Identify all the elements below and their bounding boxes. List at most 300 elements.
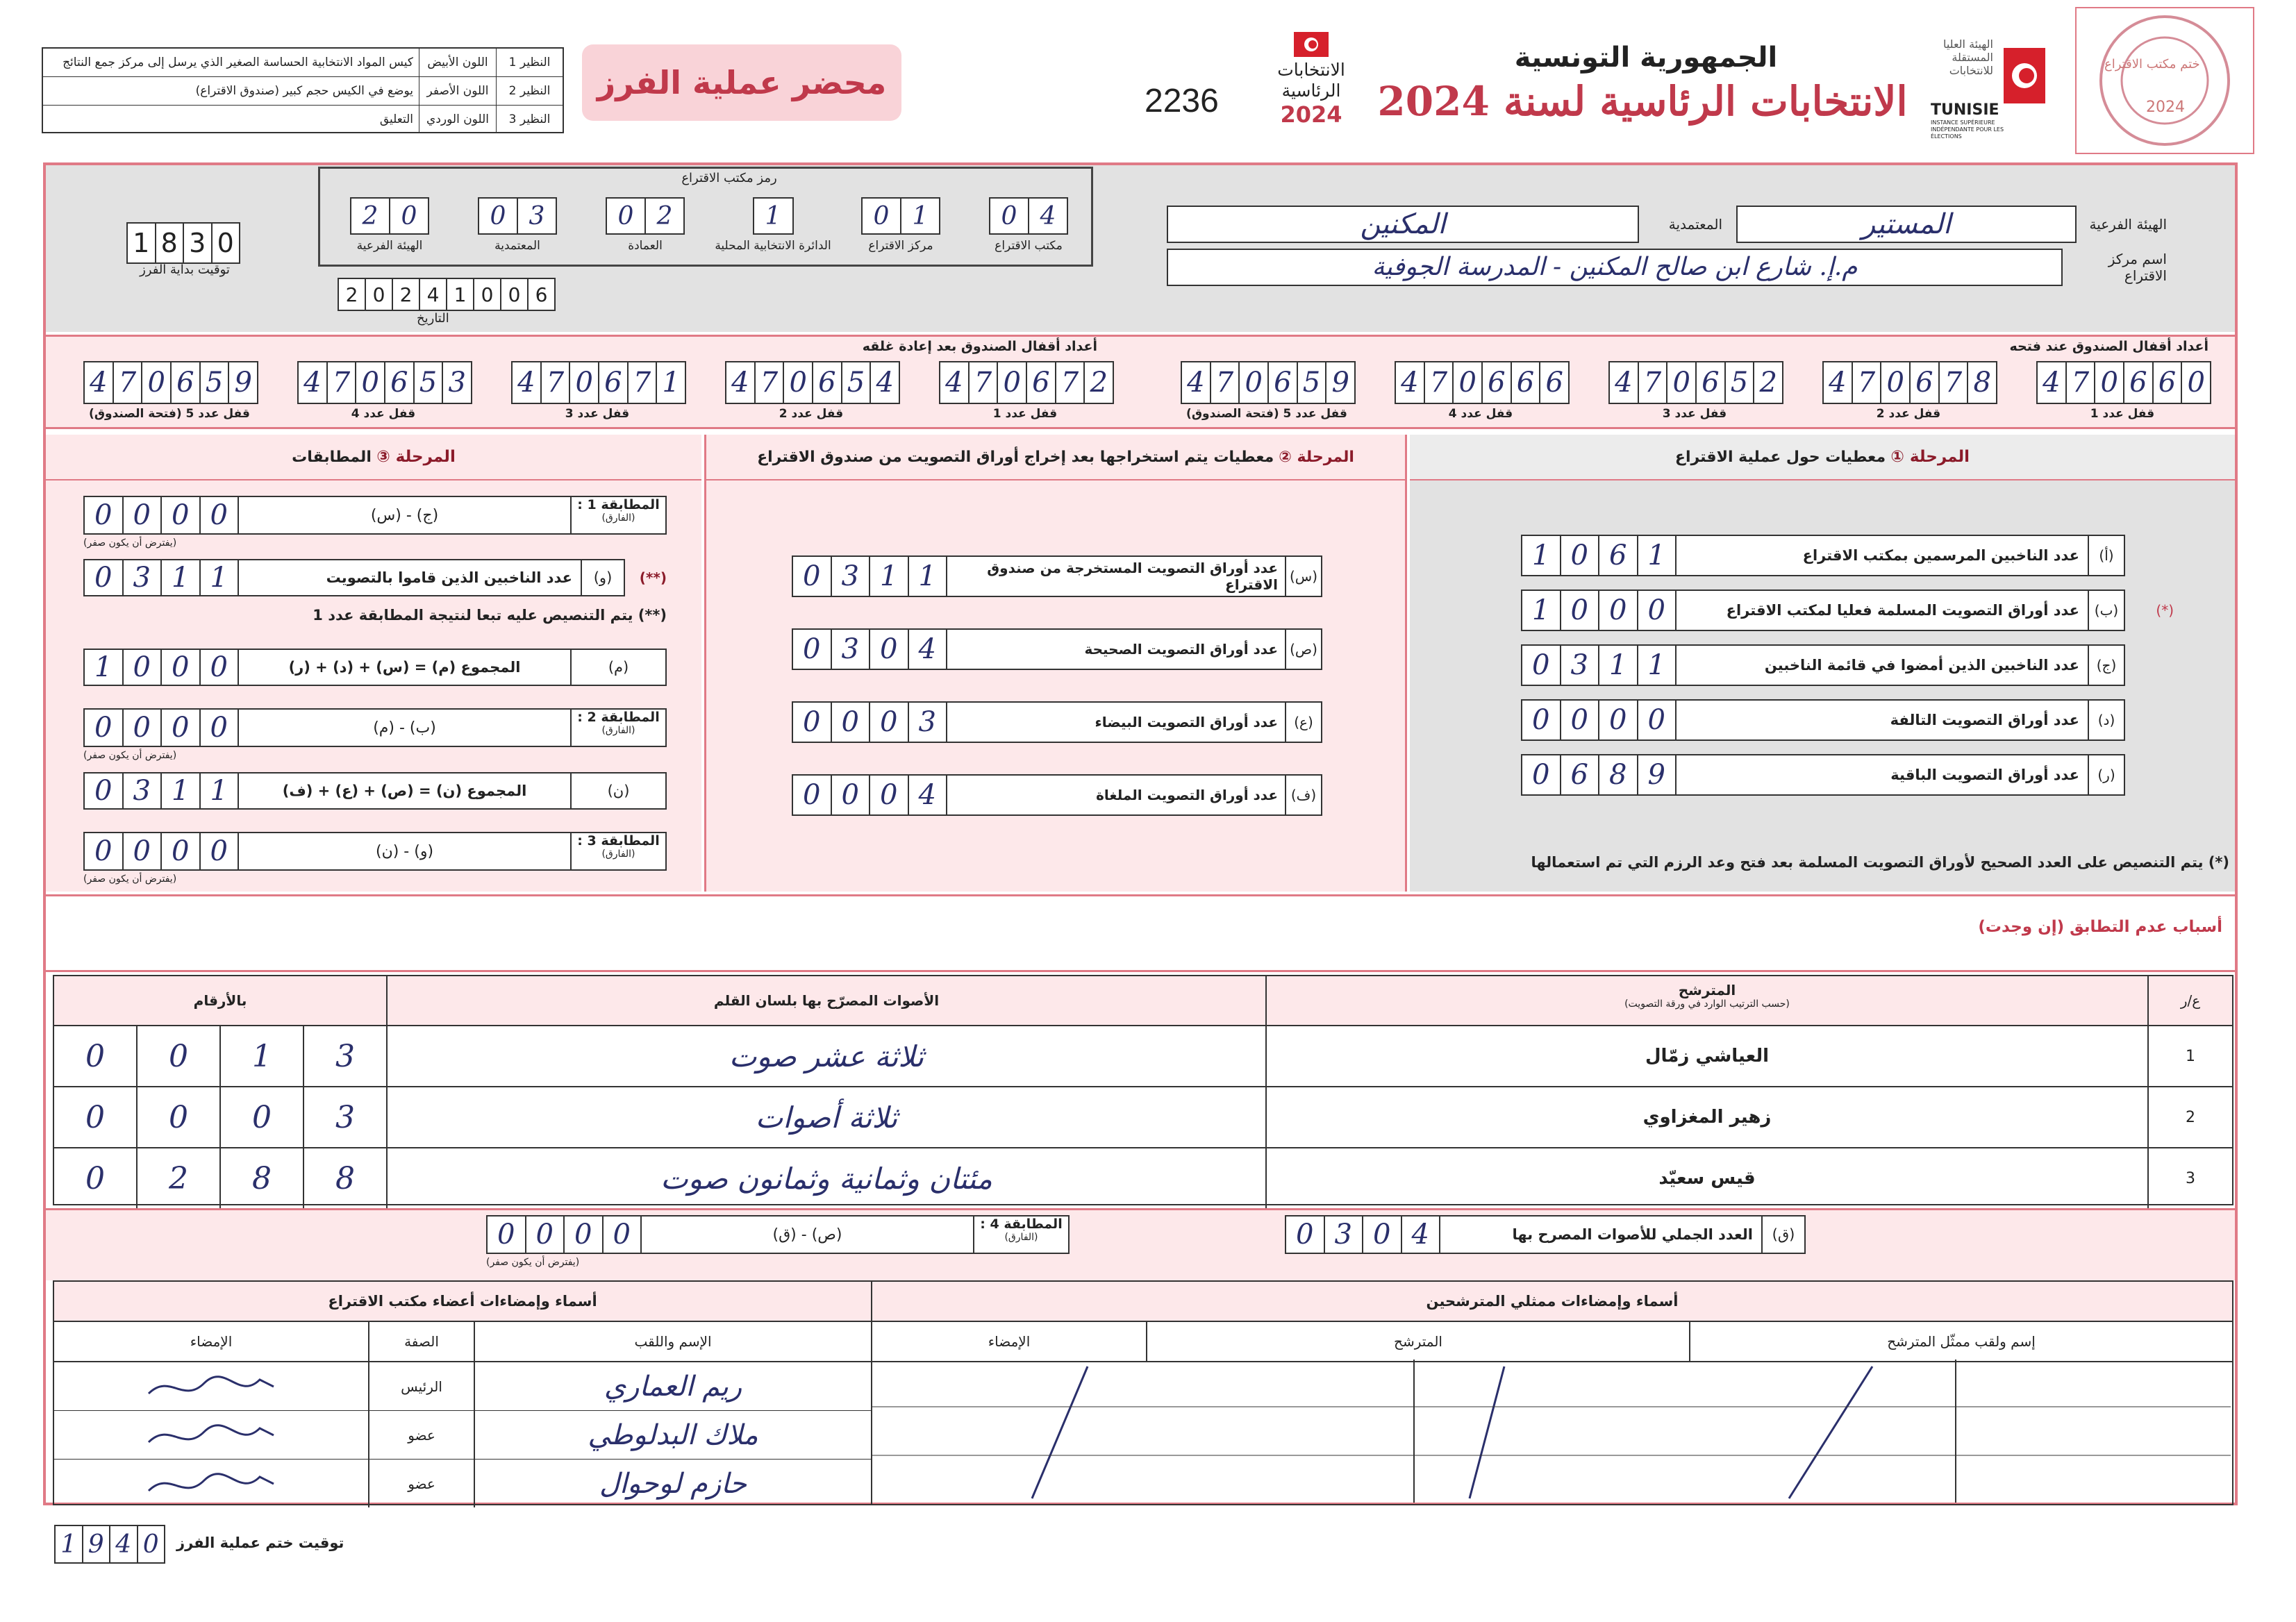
- digit-cell: 0: [221, 1087, 304, 1147]
- election-title: الانتخابات الرئاسية لسنة 2024: [1377, 78, 1908, 125]
- digit-cell: 1: [56, 1526, 83, 1562]
- digit-cell: 0: [832, 776, 871, 814]
- digit-cell: 0: [85, 497, 124, 533]
- digit-cell: 7: [542, 362, 571, 403]
- stage2-row: [792, 774, 1322, 816]
- lock-field: [2036, 361, 2208, 424]
- digit-cell: 9: [234, 367, 252, 399]
- digit-cell: 6: [1561, 755, 1600, 794]
- member-name[interactable]: حازم لوحوال: [474, 1460, 871, 1507]
- digit-field[interactable]: [350, 197, 429, 235]
- digit-cell: 6: [1911, 362, 1940, 403]
- digit-cell: 9: [83, 1526, 111, 1562]
- results-row: [54, 1148, 2232, 1208]
- date-box: [338, 278, 553, 308]
- office-code-field-label: مركز الاقتراع: [868, 239, 933, 253]
- digit-cell: 3: [124, 774, 163, 808]
- reps-crossed-lines: [872, 1360, 2231, 1503]
- match2-value[interactable]: [85, 710, 239, 746]
- office-code-field-label: المعتمدية: [494, 239, 540, 253]
- digit-cell: 0: [570, 362, 599, 403]
- legend-desc: كيس المواد الانتخابية الحساسة الصغير الذي يرسل إلى مركز جمع النتائج: [63, 56, 413, 69]
- digit-cell: 3: [184, 224, 213, 262]
- digit-cell: 7: [629, 362, 658, 403]
- reps-col-signature: الإمضاء: [988, 1333, 1031, 1350]
- digit-cell: 0: [501, 279, 529, 310]
- stage1-row-label: عدد أوراق التصويت المسلمة فعليا لمكتب الاقتراع: [1726, 602, 2079, 619]
- digit-cell: 2: [339, 279, 366, 310]
- stamp: [2075, 7, 2254, 154]
- match1-value[interactable]: [85, 497, 239, 533]
- match3-formula: (و) - (ن): [375, 842, 434, 860]
- digit-cell: 5: [842, 362, 872, 403]
- stage1-row-value[interactable]: [1522, 701, 1677, 739]
- sub-authority-value[interactable]: المستير: [1736, 206, 2077, 243]
- digit-cell: 0: [1240, 362, 1269, 403]
- stage1-row-label: عدد الناخبين الذين أمضوا في قائمة الناخبين: [1764, 657, 2079, 674]
- digit-cell: 0: [1561, 591, 1600, 630]
- m-code: (م): [570, 650, 665, 685]
- stage1-row-code: (ب): [2088, 591, 2124, 630]
- digit-cell: 3: [832, 557, 871, 596]
- digit-cell: 6: [385, 362, 415, 403]
- end-time-digits[interactable]: [54, 1525, 165, 1564]
- w-stars: (**): [639, 569, 667, 586]
- lock-field: [725, 361, 897, 424]
- member-signature[interactable]: [54, 1460, 368, 1507]
- signature-scribble-icon: [142, 1366, 281, 1407]
- digit-cell: 0: [210, 712, 228, 744]
- office-code-field: [970, 197, 1088, 261]
- digit-cell: 0: [162, 497, 201, 533]
- stage2-header: [704, 435, 1407, 480]
- digit-cell: 8: [221, 1148, 304, 1208]
- lock-field: [1395, 361, 1567, 424]
- stage2-rows: [792, 555, 1320, 833]
- digit-cell: 5: [201, 362, 230, 403]
- m-formula: المجموع (م) = (س) + (د) + (ر): [288, 659, 521, 676]
- col-num: ع/ر: [2147, 976, 2232, 1025]
- office-code-field: [331, 197, 449, 261]
- col-digits: بالأرقام: [193, 992, 247, 1009]
- match3-label-box: [570, 833, 665, 869]
- digit-cell: 0: [142, 362, 172, 403]
- digit-cell: 7: [1639, 362, 1668, 403]
- digit-cell: 7: [1211, 362, 1240, 403]
- match3-hint: (يفترض أن يكون صفر): [83, 873, 177, 885]
- digit-cell: 8: [1973, 367, 1991, 399]
- results-row-digits[interactable]: [54, 1026, 386, 1086]
- digit-cell: 4: [420, 279, 447, 310]
- digit-cell: 6: [1599, 536, 1638, 575]
- digit-field[interactable]: [511, 361, 686, 404]
- digit-cell: 3: [529, 201, 545, 231]
- digit-cell: 0: [1667, 362, 1697, 403]
- match2-label-box: [570, 710, 665, 746]
- digit-cell: 4: [876, 367, 894, 399]
- stage1-row-code: (د): [2088, 701, 2124, 739]
- digit-cell: 0: [1286, 1216, 1325, 1253]
- match2-formula: (ب) - (م): [373, 719, 436, 737]
- stage3-phase: المرحلة ③: [376, 448, 456, 466]
- match2-label: المطابقة 2 :: [577, 710, 660, 725]
- digit-cell: 0: [356, 362, 385, 403]
- results-row-digits[interactable]: [54, 1148, 386, 1208]
- center-value[interactable]: م.إ. شارع ابن صالح المكنين - المدرسة الجوفية: [1167, 249, 2063, 286]
- digit-cell: 2: [1759, 367, 1777, 399]
- center-field: [1167, 249, 2167, 286]
- n-code: (ن): [570, 774, 665, 808]
- digit-cell: 9: [1331, 367, 1349, 399]
- digit-cell: 3: [832, 630, 871, 669]
- results-row: [54, 1087, 2232, 1148]
- col-candidate: المترشح: [1678, 982, 1736, 998]
- match4-label: المطابقة 4 :: [980, 1216, 1063, 1232]
- form-title-box: [582, 44, 901, 121]
- digit-cell: 3: [1561, 646, 1600, 685]
- member-row: [54, 1460, 871, 1507]
- digit-cell: 4: [1396, 362, 1425, 403]
- member-role: عضو: [368, 1460, 474, 1507]
- digit-cell: 0: [366, 279, 393, 310]
- digit-cell: 1: [765, 201, 781, 231]
- stage1-row-box: [1521, 644, 2125, 686]
- isie-fr: INSTANCE SUPÉRIEURE INDÉPENDANTE POUR LES ÉLECTIONS: [1931, 119, 2004, 140]
- locks-before-row: [1181, 361, 2208, 424]
- stage1-row-box: [1521, 535, 2125, 576]
- stage1-title: معطيات حول عملية الاقتراع: [1674, 448, 1886, 466]
- digit-cell: 0: [793, 776, 832, 814]
- stage2-row-value[interactable]: [793, 776, 947, 814]
- stage2-row-code: (ع): [1285, 703, 1321, 742]
- office-code-field: [458, 197, 576, 261]
- digit-cell: 0: [54, 1087, 138, 1147]
- member-signature[interactable]: [54, 1362, 368, 1410]
- digit-cell: 1: [918, 560, 936, 592]
- w-value[interactable]: [85, 560, 239, 595]
- digit-cell: 7: [1056, 362, 1085, 403]
- reps-cols: [872, 1322, 2232, 1362]
- digit-cell: 1: [912, 201, 929, 231]
- stage2-row-value[interactable]: [793, 703, 947, 742]
- stage1-row-code: (أ): [2088, 536, 2124, 575]
- match1-sub: (الفارق): [601, 512, 635, 524]
- results-row-name: قيس سعيّد: [1265, 1148, 2147, 1208]
- total-row: [1285, 1215, 1806, 1254]
- w-note: (**) يتم التنصيص عليه تبعا لنتيجة المطابقة عدد 1: [313, 607, 667, 624]
- digit-cell: 6: [1269, 362, 1298, 403]
- digit-cell: 9: [1647, 759, 1665, 791]
- digit-cell: 0: [863, 199, 901, 233]
- date-label: التاريخ: [417, 311, 449, 326]
- match1-row: [83, 496, 667, 535]
- isie-abbr: TUNISIE: [1931, 101, 1999, 119]
- results-row-words[interactable]: ثلاثة أصوات: [386, 1087, 1265, 1147]
- lock-label: قفل عدد 1: [992, 407, 1058, 421]
- digit-cell: 1: [85, 650, 124, 685]
- digit-cell: 0: [124, 650, 163, 685]
- election-logo-year: 2024: [1280, 101, 1342, 128]
- stage2-row-value[interactable]: [793, 630, 947, 669]
- doc-number: 2236: [1145, 83, 1219, 119]
- stage1-row-value[interactable]: [1522, 591, 1677, 630]
- member-name[interactable]: ريم العماري: [474, 1362, 871, 1410]
- results-row-name: زهير المغزاوي: [1265, 1087, 2147, 1147]
- digit-cell: 4: [110, 1526, 138, 1562]
- digit-field[interactable]: [939, 361, 1114, 404]
- stage1-row: [1521, 536, 2125, 575]
- stage1-row-box: [1521, 699, 2125, 741]
- digit-cell: 0: [124, 710, 163, 746]
- digit-cell: 2: [393, 279, 420, 310]
- col-candidate-sub: (حسب الترتيب الوارد في ورقة التصويت): [1624, 998, 1790, 1010]
- digit-cell: 4: [918, 633, 936, 665]
- match2-hint: (يفترض أن يكون صفر): [83, 750, 177, 761]
- digit-cell: 8: [1599, 755, 1638, 794]
- lock-field: [297, 361, 469, 424]
- signature-scribble-icon: [142, 1414, 281, 1456]
- isie-emblem-icon: [2000, 44, 2049, 107]
- total-label: العدد الجملي للأصوات المصرح بها: [1512, 1226, 1753, 1243]
- stage1-row-value[interactable]: [1522, 646, 1677, 685]
- results-row-digits[interactable]: [54, 1087, 386, 1147]
- stage1-header: [1410, 435, 2235, 480]
- match1-label-box: [570, 497, 665, 533]
- digit-field[interactable]: [1608, 361, 1783, 404]
- digit-cell: 1: [162, 560, 201, 595]
- results-row-words[interactable]: ثلاثة عشر صوت: [386, 1026, 1265, 1086]
- office-code-field-label: الدائرة الانتخابية المحلية: [715, 239, 831, 253]
- center-label: اسم مركز الاقتراع: [2108, 251, 2167, 284]
- digit-cell: 0: [479, 199, 518, 233]
- digit-cell: 0: [217, 228, 234, 258]
- digit-cell: 0: [162, 833, 201, 869]
- digit-field[interactable]: [1822, 361, 1997, 404]
- results-row-words[interactable]: مئتان وثمانية وثمانون صوت: [386, 1148, 1265, 1208]
- digit-cell: 0: [1599, 701, 1638, 739]
- reps-col-name: إسم ولقب ممثّل المترشح: [1689, 1322, 2232, 1361]
- digit-cell: 0: [870, 630, 909, 669]
- match2-sub: (الفارق): [601, 725, 635, 736]
- stage2-row-value[interactable]: [793, 557, 947, 596]
- member-name[interactable]: ملاك البدلوطي: [474, 1411, 871, 1459]
- digit-cell: 0: [784, 362, 813, 403]
- stage1-row: [1521, 701, 2125, 739]
- members-block: [54, 1282, 871, 1504]
- stage1-row-label: عدد أوراق التصويت التالفة: [1890, 712, 2079, 728]
- digit-cell: 5: [415, 362, 444, 403]
- lock-label: قفل عدد 5 (فتحة الصندوق): [1186, 407, 1347, 421]
- lock-field: [511, 361, 683, 424]
- results-table: [53, 975, 2233, 1205]
- digit-cell: 0: [488, 1216, 526, 1253]
- delegation-value[interactable]: المكنين: [1167, 206, 1639, 243]
- lock-label: قفل عدد 4: [351, 407, 416, 421]
- stage1-row-box: [1521, 590, 2125, 631]
- member-role: الرئيس: [368, 1362, 474, 1410]
- digit-cell: 6: [599, 362, 629, 403]
- reps-col-candidate: المترشح: [1146, 1322, 1689, 1361]
- digit-cell: 0: [613, 1219, 631, 1251]
- digit-cell: 0: [1363, 1216, 1402, 1253]
- stage3-header: [46, 435, 701, 480]
- digit-cell: 2: [1090, 367, 1108, 399]
- digit-cell: 0: [1522, 701, 1561, 739]
- digit-field[interactable]: [1181, 361, 1356, 404]
- stage2-row: [792, 555, 1322, 597]
- delegation-label: المعتمدية: [1668, 216, 1722, 233]
- digit-field[interactable]: [1395, 361, 1570, 404]
- digit-field[interactable]: [753, 197, 794, 235]
- stamp-year: 2024: [2146, 99, 2185, 116]
- digit-field[interactable]: [478, 197, 557, 235]
- office-code-title: رمز مكتب الاقتراع: [681, 171, 777, 185]
- legend-color: اللون الوردي: [419, 106, 496, 133]
- stage2-row: [792, 628, 1322, 670]
- stamp-text: ختم مكتب الاقتراع: [2104, 57, 2200, 72]
- digit-cell: 6: [813, 362, 842, 403]
- lock-field: [1608, 361, 1781, 424]
- lock-label: قفل عدد 3: [1662, 407, 1727, 421]
- digit-field[interactable]: [2036, 361, 2211, 404]
- match4-label-box: [973, 1216, 1068, 1253]
- form-title: محضر عملية الفرز: [597, 64, 887, 101]
- reps-title: أسماء وإمضاءات ممثلي المترشحين: [872, 1282, 2232, 1322]
- digit-cell: 0: [138, 1087, 221, 1147]
- member-signature[interactable]: [54, 1411, 368, 1459]
- lock-label: قفل عدد 1: [2090, 407, 2155, 421]
- stage2-title: معطيات يتم استخراجها بعد إخراج أوراق التصويت من صندوق الاقتراع: [757, 448, 1274, 466]
- digit-cell: 7: [756, 362, 785, 403]
- sub-authority-label: الهيئة الفرعية: [2089, 216, 2167, 233]
- lock-field: [83, 361, 256, 424]
- digit-cell: 6: [172, 362, 201, 403]
- lock-label: قفل عدد 2: [779, 407, 844, 421]
- col-words: الأصوات المصرّح بها بلسان القلم: [386, 976, 1265, 1025]
- digit-cell: 6: [2124, 362, 2154, 403]
- digit-cell: 4: [2038, 362, 2067, 403]
- digit-field[interactable]: [725, 361, 900, 404]
- w-code: (و): [581, 560, 624, 595]
- digit-cell: 1: [1647, 540, 1665, 571]
- stage1-row: [1521, 591, 2174, 630]
- digit-cell: 4: [1040, 201, 1056, 231]
- office-code-field: [714, 197, 832, 261]
- digit-cell: 0: [565, 1216, 604, 1253]
- digit-cell: 1: [1647, 649, 1665, 681]
- stamp-seal-icon: [2077, 8, 2253, 153]
- digit-cell: 0: [210, 835, 228, 867]
- start-time-label: توقيت بداية الفرز: [140, 262, 230, 277]
- digit-cell: 4: [513, 362, 542, 403]
- stage1-rows: [1521, 536, 2174, 814]
- digit-cell: 4: [1182, 362, 1211, 403]
- lock-label: قفل عدد 5 (فتحة الصندوق): [89, 407, 250, 421]
- member-role: عضو: [368, 1411, 474, 1459]
- stage1-row-value[interactable]: [1522, 755, 1677, 794]
- stage1-note: (*) يتم التنصيص على العدد الصحيح لأوراق التصويت المسلمة بعد فتح وعد الرزم التي تم استعمالها: [1531, 854, 2229, 871]
- signature-scribble-icon: [142, 1463, 281, 1505]
- digit-cell: 0: [832, 703, 871, 742]
- digit-cell: 6: [1483, 362, 1512, 403]
- match4-row: [486, 1215, 1070, 1254]
- digit-cell: 0: [210, 651, 228, 683]
- digit-field[interactable]: [297, 361, 472, 404]
- office-code-fields: [331, 197, 1088, 261]
- digit-cell: 2: [351, 199, 390, 233]
- digit-cell: 7: [328, 362, 357, 403]
- results-rows: [54, 1026, 2232, 1208]
- digit-cell: 0: [526, 1216, 565, 1253]
- flag-icon: [1294, 32, 1329, 57]
- stage2-row-code: (ف): [1285, 776, 1321, 814]
- members-col-role: الصفة: [368, 1322, 474, 1361]
- digit-cell: 0: [142, 1530, 159, 1559]
- n-row: [83, 772, 667, 810]
- office-code-field-label: العمادة: [628, 239, 663, 253]
- legend-row-3: [43, 106, 563, 133]
- lock-field: [1181, 361, 1353, 424]
- stage1-row-value[interactable]: [1522, 536, 1677, 575]
- match1-hint: (يفترض أن يكون صفر): [83, 537, 177, 549]
- m-row: [83, 649, 667, 686]
- republic-title: الجمهورية التونسية: [1514, 42, 1778, 74]
- end-time-box: [54, 1525, 163, 1561]
- digit-cell: 4: [940, 362, 970, 403]
- digit-cell: 1: [210, 562, 228, 594]
- locks-before-title: أعداد أقفال الصندوق عند فتحه: [2009, 339, 2208, 354]
- match3-value[interactable]: [85, 833, 239, 869]
- digit-cell: 1: [210, 775, 228, 807]
- digit-cell: 1: [1522, 536, 1561, 575]
- digit-cell: 1: [1522, 591, 1561, 630]
- digit-cell: 3: [124, 560, 163, 595]
- digit-cell: 0: [793, 630, 832, 669]
- digit-cell: 5: [1298, 362, 1327, 403]
- stage2-row-label: عدد أوراق التصويت الصحيحة: [1084, 641, 1278, 658]
- office-code-field-label: الهيئة الفرعية: [356, 239, 423, 253]
- election-logo-text: الانتخابات الرئاسية: [1277, 60, 1345, 101]
- legend-code: النظير 3: [496, 106, 563, 133]
- office-code-field-label: مكتب الاقتراع: [995, 239, 1063, 253]
- digit-cell: 6: [2154, 362, 2183, 403]
- n-value[interactable]: [85, 774, 239, 808]
- digit-cell: 3: [335, 1038, 355, 1074]
- digit-field[interactable]: [989, 197, 1068, 235]
- digit-field[interactable]: [83, 361, 258, 404]
- members-title: أسماء وإمضاءات أعضاء مكتب الاقتراع: [54, 1282, 871, 1322]
- digit-cell: 1: [1599, 646, 1638, 685]
- digit-cell: 1: [162, 774, 201, 808]
- office-code-field: [842, 197, 960, 261]
- stage1-row-code: (ر): [2088, 755, 2124, 794]
- m-value[interactable]: [85, 650, 239, 685]
- stage2-row-label: عدد أوراق التصويت المستخرجة من صندوق الاقتراع: [987, 560, 1278, 593]
- digit-cell: 5: [1726, 362, 1755, 403]
- digit-field[interactable]: [861, 197, 940, 235]
- stage2-row-code: (س): [1285, 557, 1321, 596]
- digit-field[interactable]: [606, 197, 685, 235]
- match3-row: [83, 832, 667, 871]
- election-logo: [1268, 32, 1354, 136]
- digit-cell: 0: [162, 650, 201, 685]
- total-value[interactable]: [1286, 1216, 1440, 1253]
- w-box: [83, 559, 625, 596]
- digit-cell: 6: [535, 283, 548, 306]
- lock-label: قفل عدد 4: [1448, 407, 1513, 421]
- digit-cell: 0: [2187, 367, 2205, 399]
- match4-value[interactable]: [488, 1216, 642, 1253]
